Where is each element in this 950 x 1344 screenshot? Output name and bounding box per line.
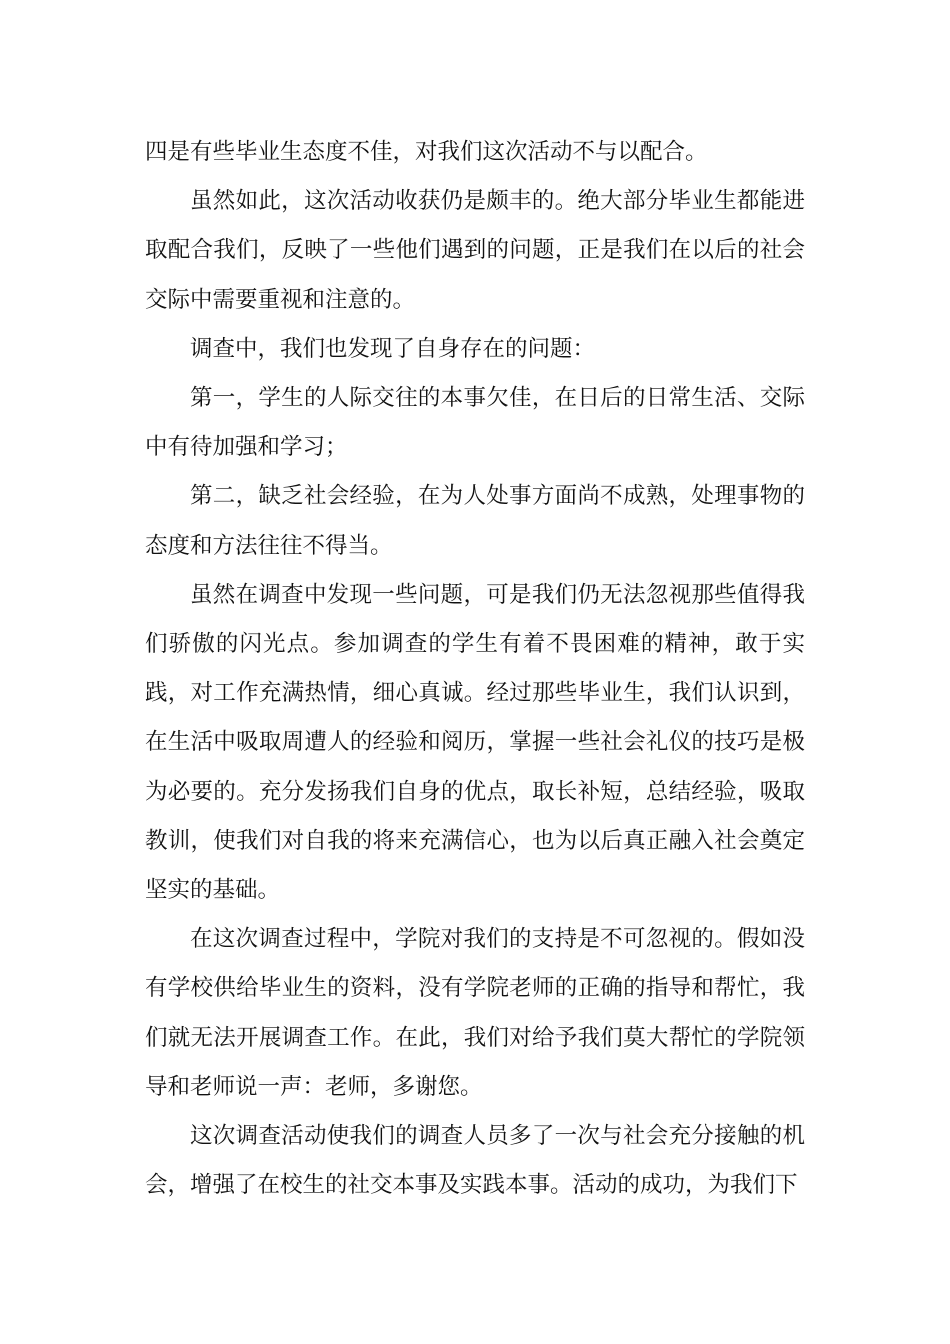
paragraph-1: 四是有些毕业生态度不佳，对我们这次活动不与以配合。 bbox=[145, 139, 708, 165]
paragraph-2: 虽然如此，这次活动收获仍是颇丰的。绝大部分毕业生都能进取配合我们，反映了一些他们遇到的问题，正是我们在以后的社会交际中需要重视和注意的。 bbox=[145, 188, 805, 313]
paragraph-4: 第一，学生的人际交往的本事欠佳，在日后的日常生活、交际中有待加强和学习； bbox=[145, 385, 805, 461]
paragraph-6: 虽然在调查中发现一些问题，可是我们仍无法忽视那些值得我们骄傲的闪光点。参加调查的学生有着不畏困难的精神，敢于实践，对工作充满热情，细心真诚。经过那些毕业生，我们认识到，在生活中吸取周遭人的经验和阅历，掌握一些社会礼仪的技巧是极为必要的。充分发扬我们自身的优点，取长补短，总结经验，吸取教训，使我们对自我的将来充满信心，也为以后真正融入社会奠定坚实的基础。 bbox=[145, 581, 805, 904]
document-body bbox=[145, 128, 805, 1210]
paragraph-8: 这次调查活动使我们的调查人员多了一次与社会充分接触的机会，增强了在校生的社交本事及实践本事。活动的成功，为我们下 bbox=[145, 1123, 805, 1199]
paragraph-5: 第二，缺乏社会经验，在为人处事方面尚不成熟，处理事物的态度和方法往往不得当。 bbox=[145, 483, 805, 559]
paragraph-7: 在这次调查过程中，学院对我们的支持是不可忽视的。假如没有学校供给毕业生的资料，没有学院老师的正确的指导和帮忙，我们就无法开展调查工作。在此，我们对给予我们莫大帮忙的学院领导和老师说一声：老师，多谢您。 bbox=[145, 926, 805, 1100]
paragraph-3: 调查中，我们也发现了自身存在的问题： bbox=[190, 335, 596, 362]
